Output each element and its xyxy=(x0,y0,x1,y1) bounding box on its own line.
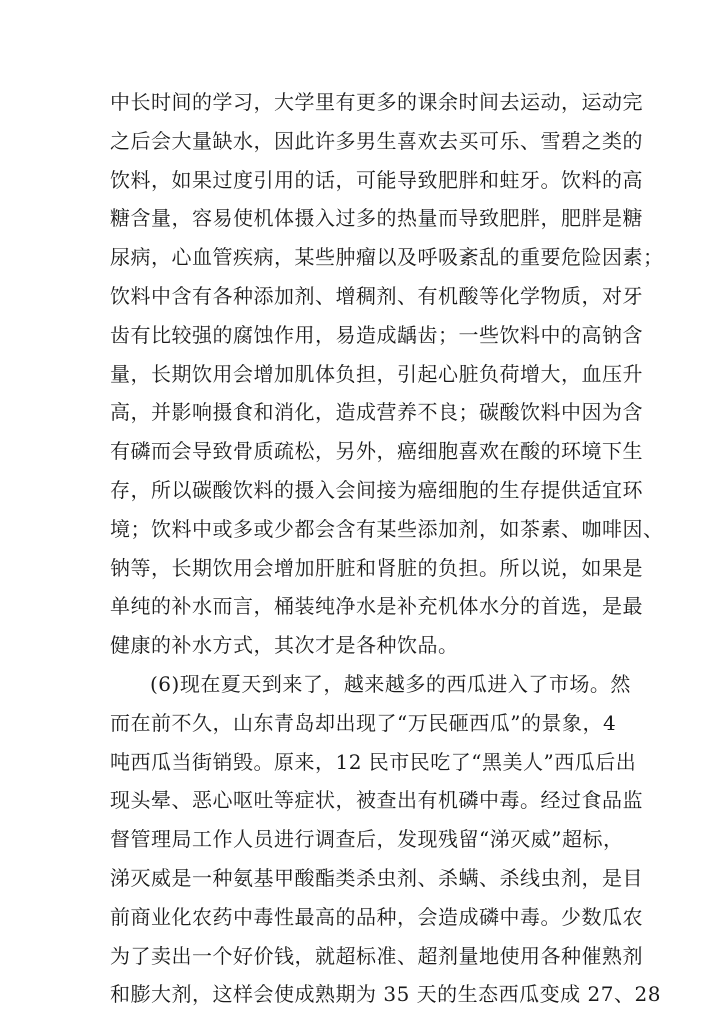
text-line: 健康的补水方式，其次才是各种饮品。 xyxy=(110,633,459,658)
text-line: 而在前不久，山东青岛却出现了“万民砸西瓜”的景象，4 xyxy=(110,710,617,735)
text-line: 尿病，心血管疾病，某些肿瘤以及呼吸紊乱的重要危险因素； xyxy=(110,245,664,270)
text-line: 钠等，长期饮用会增加肝脏和肾脏的负担。所以说，如果是 xyxy=(110,555,643,580)
text-line: 高，并影响摄食和消化，造成营养不良；碳酸饮料中因为含 xyxy=(110,400,643,425)
text-line: 齿有比较强的腐蚀作用，易造成龋齿；一些饮料中的高钠含 xyxy=(110,322,643,347)
text-line: 前商业化农药中毒性最高的品种，会造成磷中毒。少数瓜农 xyxy=(110,904,643,929)
text-line: 有磷而会导致骨质疏松，另外，癌细胞喜欢在酸的环境下生 xyxy=(110,439,643,464)
text-line: 督管理局工作人员进行调查后，发现残留“涕灭威”超标， xyxy=(110,827,624,852)
text-line: 之后会大量缺水，因此许多男生喜欢去买可乐、雪碧之类的 xyxy=(110,128,643,153)
text-line: 量，长期饮用会增加肌体负担，引起心脏负荷增大，血压升 xyxy=(110,361,643,386)
text-line: 和膨大剂，这样会使成熟期为 35 天的生态西瓜变成 27、28 xyxy=(110,982,661,1007)
body-text xyxy=(110,83,664,1014)
text-line: 单纯的补水而言，桶装纯净水是补充机体水分的首选，是最 xyxy=(110,594,643,619)
text-line: 饮料中含有各种添加剂、增稠剂、有机酸等化学物质，对牙 xyxy=(110,283,643,308)
text-line: 中长时间的学习，大学里有更多的课余时间去运动，运动完 xyxy=(110,90,643,114)
text-line: 饮料，如果过度引用的话，可能导致肥胖和蛀牙。饮料的高 xyxy=(110,167,643,192)
text-line: 境；饮料中或多或少都会含有某些添加剂，如茶素、咖啡因、 xyxy=(110,516,664,541)
text-line: 糖含量，容易使机体摄入过多的热量而导致肥胖，肥胖是糖 xyxy=(110,206,643,231)
text-line: 存，所以碳酸饮料的摄入会间接为癌细胞的生存提供适宜环 xyxy=(110,477,643,502)
text-line: (6)现在夏天到来了，越来越多的西瓜进入了市场。然 xyxy=(150,671,631,696)
text-line: 涕灭威是一种氨基甲酸酯类杀虫剂、杀螨、杀线虫剂，是目 xyxy=(110,865,643,890)
text-line: 现头晕、恶心呕吐等症状，被查出有机磷中毒。经过食品监 xyxy=(110,788,643,813)
text-line: 吨西瓜当街销毁。原来，12 民市民吃了“黑美人”西瓜后出 xyxy=(110,749,637,774)
text-line: 为了卖出一个好价钱，就超标准、超剂量地使用各种催熟剂 xyxy=(110,943,643,968)
